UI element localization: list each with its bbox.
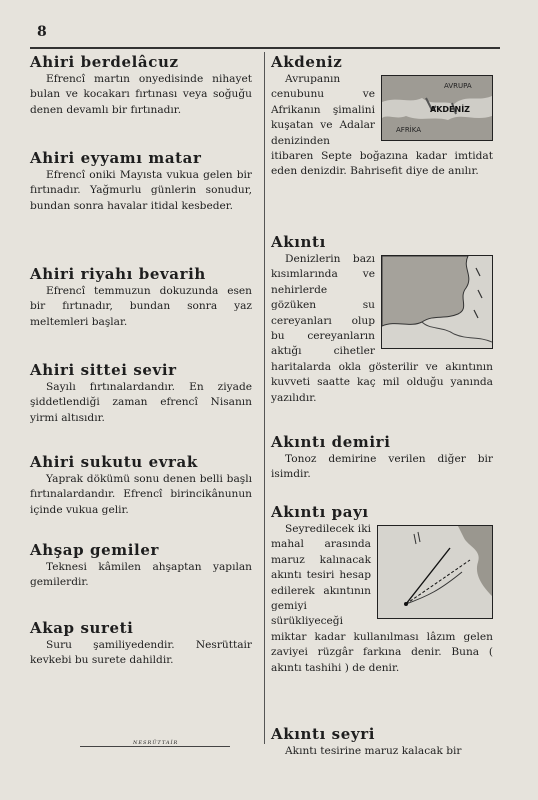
entry-title: Akıntı demiri [271,433,391,451]
entry-title: Ahiri sukutu evrak [30,453,198,471]
dictionary-entry [30,360,252,426]
entry-body: Teknesi kâmilen ahşaptan yapılan gemilerdir. [30,561,252,589]
footer-rule [80,746,230,747]
entry-body: Denizlerin bazı kısımlarında ve nehirlerde gözüken su cereyanları olup bu cereyanların aktığı cihetler haritalarda okla gösterilir ve akıntının kuvveti saatte kaç mil olduğu yanında yazılıdır. [271,253,493,404]
dictionary-entry [30,540,252,591]
current-chart-figure [381,255,493,349]
footer-signature: NESRÜTTAİR [133,740,179,746]
column-divider [264,52,265,744]
entry-body: Suru şamiliyedendir. Nesrüttair kevkebi bu surete dahildir. [30,639,252,667]
dictionary-entry [271,232,493,406]
page-number: 8 [37,24,47,40]
dictionary-entry [30,52,252,118]
dictionary-entry [30,148,252,214]
entry-title: Akıntı seyri [271,725,375,743]
map-label-africa: AFRİKA [396,126,421,134]
entry-title: Akıntı payı [271,503,369,521]
entry-body: Avrupanın cenubunu ve Afrikanın şimalini kuşatan ve Adalar denizinden itibaren Septe boğazına kadar imtidat eden denizdir. Bahrisefit diye de anılır. [271,73,493,178]
dictionary-entry [271,52,493,180]
entry-body: Efrencî temmuzun dokuzunda esen bir fırtınadır, bundan sonra yaz meltemleri başlar. [30,285,252,328]
entry-title: Akdeniz [271,53,343,71]
dictionary-entry [30,452,252,518]
entry-title: Akıntı [271,233,326,251]
entry-title: Ahiri eyyamı matar [30,149,202,167]
header-rule [30,47,500,49]
dictionary-entry [30,264,252,330]
current-allowance-diagram [377,525,493,619]
entry-body: Yaprak dökümü sonu denen belli başlı fırtınalardandır. Efrencî birincikânunun içinde vukua gelir. [30,473,252,516]
entry-body: Efrencî oniki Mayısta vukua gelen bir fırtınadır. Yağmurlu günlerin sonudur, bundan sonra havalar itidal kesbeder. [30,169,252,212]
dictionary-entry [271,502,493,676]
entry-title: Ahiri sittei sevir [30,361,177,379]
entry-body: Akıntı tesirine maruz kalacak bir [285,745,462,757]
entry-title: Ahiri riyahı bevarih [30,265,206,283]
dictionary-entry [30,618,252,669]
dictionary-entry [271,724,493,759]
mediterranean-map [381,75,493,141]
entry-body: Sayılı fırtınalardandır. En ziyade şiddetlendiği zaman efrencî Nisanın yirmi altısıdır. [30,381,252,424]
entry-body: Efrencî martın onyedisinde nihayet bulan ve kocakarı fırtınası veya soğuğu denen devamlı bir fırtınadır. [30,73,252,116]
map-label-europe: AVRUPA [444,82,472,90]
entry-body: Seyredilecek iki mahal arasında maruz kalınacak akıntı tesiri hesap edilerek akıntının gemiyi sürükliyeceği miktar kadar kullanılması lâzım gelen zaviyei rüzgâr farkına denir. Buna ( akıntı tashihi ) de denir. [271,523,493,674]
dictionary-entry [271,432,493,483]
entry-title: Ahşap gemiler [30,541,159,559]
entry-title: Akap sureti [30,619,134,637]
map-label-sea: AKDENİZ [430,105,470,114]
entry-title: Ahiri berdelâcuz [30,53,179,71]
entry-body: Tonoz demirine verilen diğer bir isimdir. [271,453,493,481]
